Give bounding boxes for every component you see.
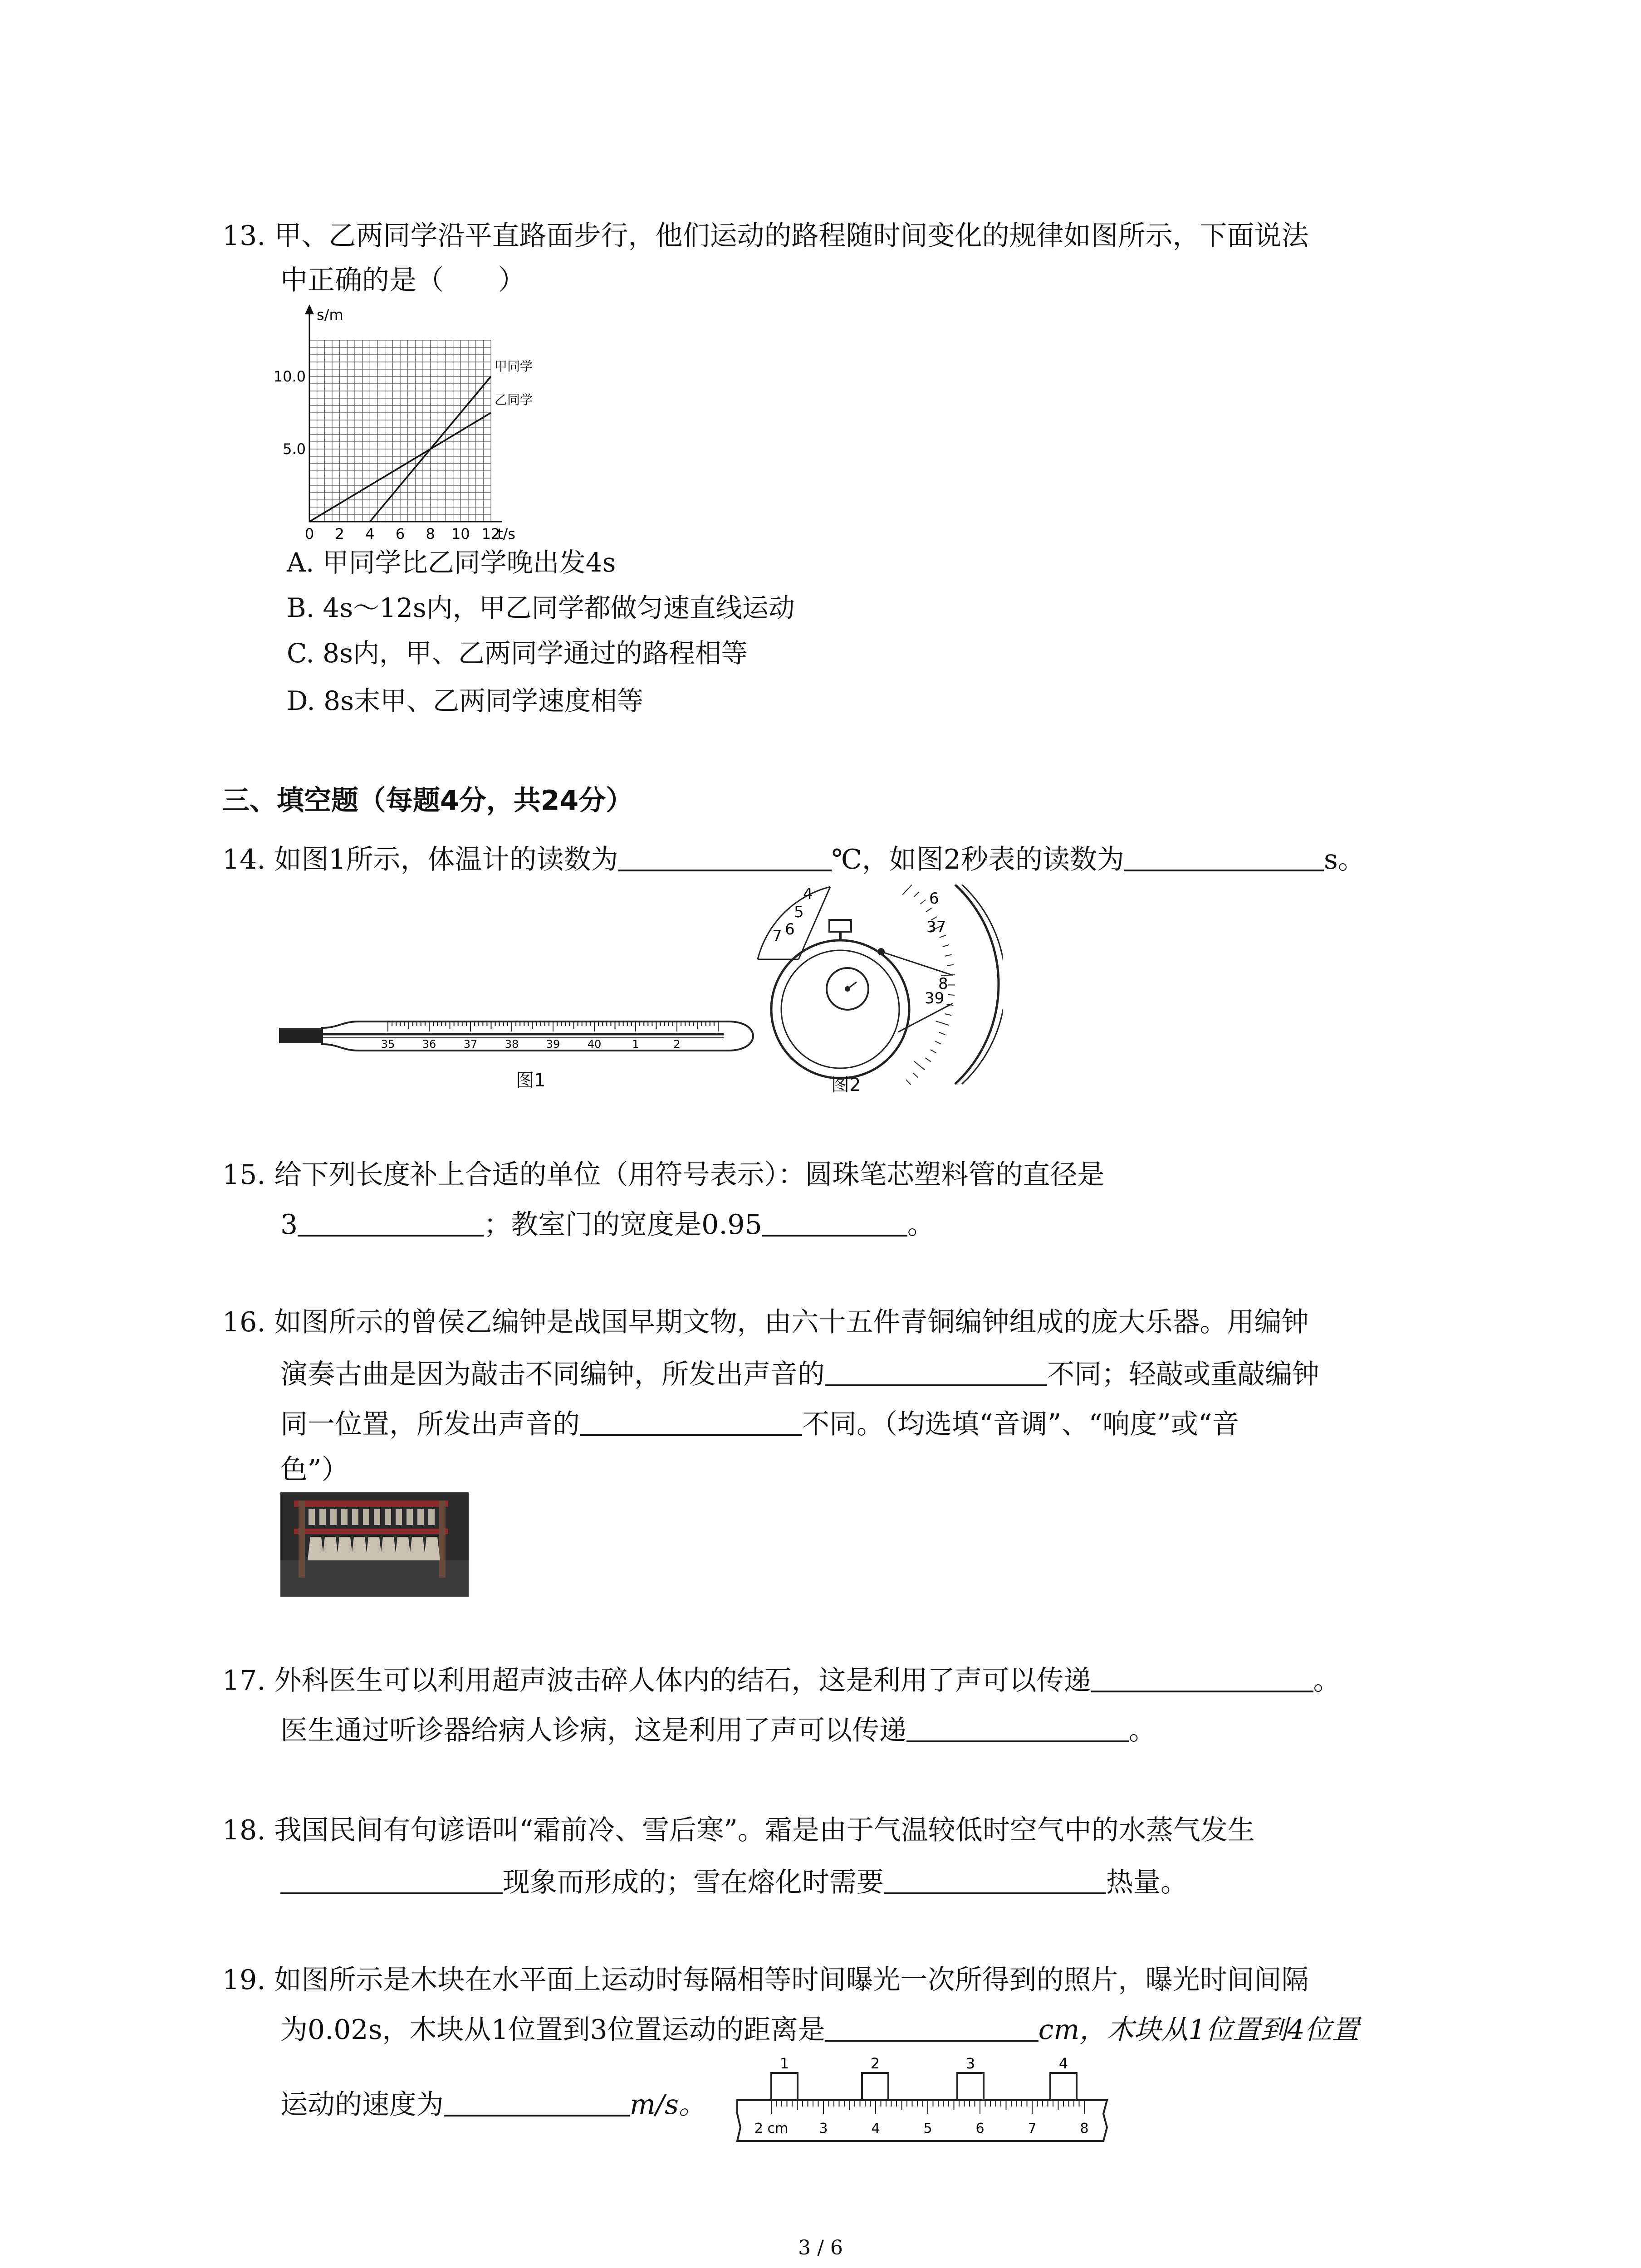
thermometer-labels [381,1038,681,1051]
stopwatch-outer-label: 4 [803,885,813,903]
q18-blank-1[interactable] [280,1865,503,1894]
q19-line1: 19. 如图所示是木块在水平面上运动时每隔相等时间曝光一次所得到的照片，曝光时间间隔 [222,1964,1309,1996]
ruler-tick-label: 2 cm [754,2121,789,2136]
page-number: 3 / 6 [798,2236,843,2259]
thermometer-tick-label: 39 [546,1038,560,1051]
block-position-label: 3 [965,2055,975,2072]
svg-text:6: 6 [785,920,795,938]
thermometer-tick-label: 37 [463,1038,478,1051]
q16-line4: 色”） [280,1454,349,1486]
thermometer-tick-label: 2 [673,1038,681,1051]
q19-line2: 为0.02s，木块从1位置到3位置运动的距离是 cm，木块从1位置到4位置 [280,2012,1359,2048]
q18-blank-2[interactable] [884,1865,1106,1894]
thermometer-tick-label: 1 [632,1038,639,1051]
thermometer-figure [279,1012,760,1061]
q17-line2: 医生通过听诊器给病人诊病，这是利用了声可以传递 。 [280,1712,1156,1749]
x-tick-label: 4 [365,525,375,543]
q16-blank-1[interactable] [825,1357,1047,1386]
block-3 [957,2073,984,2100]
block-1 [771,2073,798,2100]
q14-text-2: ℃，如图2秒表的读数为 [831,844,1124,875]
q14-blank-2[interactable] [1124,842,1324,871]
fig2-caption: 图2 [831,1075,861,1095]
block-position-label: 4 [1058,2055,1068,2072]
q13-option-b: B. 4s～12s内，甲乙同学都做匀速直线运动 [287,592,795,623]
x-tick-label: 10 [451,525,470,543]
x-tick-label: 12 [481,525,500,543]
x-tick-label: 8 [426,525,435,543]
x-tick-label: 0 [304,525,314,543]
svg-text:37: 37 [926,918,946,936]
svg-text:5: 5 [794,903,804,921]
q19-line3: 运动的速度为 m/s。 [280,2087,706,2123]
q16-line2: 演奏古曲是因为敲击不同编钟，所发出声音的 不同；轻敲或重敲编钟 [280,1356,1319,1393]
thermometer-tick-label: 36 [422,1038,436,1051]
y-axis-label: s/m [317,306,343,323]
q19-blank-2[interactable] [444,2087,630,2116]
y-tick-label: 10.0 [273,368,306,385]
section-title: 三、填空题（每题4分，共24分） [222,785,633,816]
blocks [771,2073,1077,2100]
block-4 [1050,2073,1077,2100]
block-position-labels [780,2055,1068,2072]
x-axis-label: t/s [497,525,515,543]
q15-blank-1[interactable] [298,1207,484,1237]
ruler-tick-label: 6 [975,2121,985,2136]
ruler-tick-label: 5 [923,2121,932,2136]
chart-grid [309,340,491,522]
st-chart [259,302,558,547]
ruler-labels [754,2121,1089,2136]
q17-blank-1[interactable] [1091,1663,1313,1692]
q16-blank-2[interactable] [580,1407,802,1436]
ruler-figure [730,2055,1116,2159]
thermometer-tick-label: 40 [587,1038,602,1051]
block-position-label: 2 [870,2055,880,2072]
q15-blank-2[interactable] [762,1207,907,1237]
q16-line1: 16. 如图所示的曾侯乙编钟是战国早期文物，由六十五件青铜编钟组成的庞大乐器。用编钟 [222,1306,1309,1338]
ruler-ticks [771,2100,1084,2114]
fig1-caption: 图1 [516,1070,546,1091]
thermometer-ticks [388,1022,718,1031]
thermometer-tick-label: 35 [381,1038,395,1051]
stopwatch-zoom-scale [955,885,999,1084]
q17-blank-2[interactable] [906,1713,1129,1742]
ruler-tick-label: 4 [871,2121,880,2136]
svg-text:39: 39 [925,989,945,1007]
ruler-tick-label: 8 [1080,2121,1089,2136]
y-tick-label: 5.0 [283,440,306,458]
q16-line3: 同一位置，所发出声音的 不同。（均选填“音调”、“响度”或“音 [280,1406,1239,1442]
q19-blank-1[interactable] [825,2013,1038,2042]
q13-option-a: A. 甲同学比乙同学晚出发4s [287,547,616,578]
q18-line2: 现象而形成的；雪在熔化时需要 热量。 [280,1864,1188,1901]
q13-option-d: D. 8s末甲、乙两同学速度相等 [287,685,643,716]
ruler-tick-label: 3 [819,2121,828,2136]
x-tick-label: 6 [395,525,405,543]
ruler-tick-label: 7 [1028,2121,1037,2136]
svg-text:8: 8 [938,975,948,993]
block-position-label: 1 [779,2055,789,2072]
stopwatch-crown [829,920,851,932]
svg-text:6: 6 [929,890,939,908]
q13-line2: 中正确的是（ ） [280,264,525,296]
x-tick-label: 2 [335,525,344,543]
q15-line2: 3 ；教室门的宽度是0.95 。 [280,1207,935,1243]
svg-text:7: 7 [772,927,782,945]
stopwatch-figure [749,885,1003,1089]
q13-line1: 13. 甲、乙两同学沿平直路面步行，他们运动的路程随时间变化的规律如图所示，下面说法 [222,220,1309,252]
thermometer-tick-label: 38 [505,1038,519,1051]
q14-text-3: s。 [1323,844,1365,875]
block-2 [862,2073,888,2100]
q13-option-c: C. 8s内，甲、乙两同学通过的路程相等 [287,638,748,669]
legend-series-0: 甲同学 [495,359,533,374]
bianzhong-photo [280,1492,469,1597]
q15-line1: 15. 给下列长度补上合适的单位（用符号表示）：圆珠笔芯塑料管的直径是 [222,1159,1105,1191]
q14-blank-1[interactable] [618,842,832,871]
thermometer-bulb [279,1028,322,1043]
legend-series-1: 乙同学 [495,392,533,407]
q14-text-1: 14. 如图1所示，体温计的读数为 [222,844,618,875]
q17-line1: 17. 外科医生可以利用超声波击碎人体内的结石，这是利用了声可以传递 。 [222,1662,1341,1699]
q18-line1: 18. 我国民间有句谚语叫“霜前冷、雪后寒”。霜是由于气温较低时空气中的水蒸气发生 [222,1814,1255,1846]
q14-line [222,841,1365,878]
